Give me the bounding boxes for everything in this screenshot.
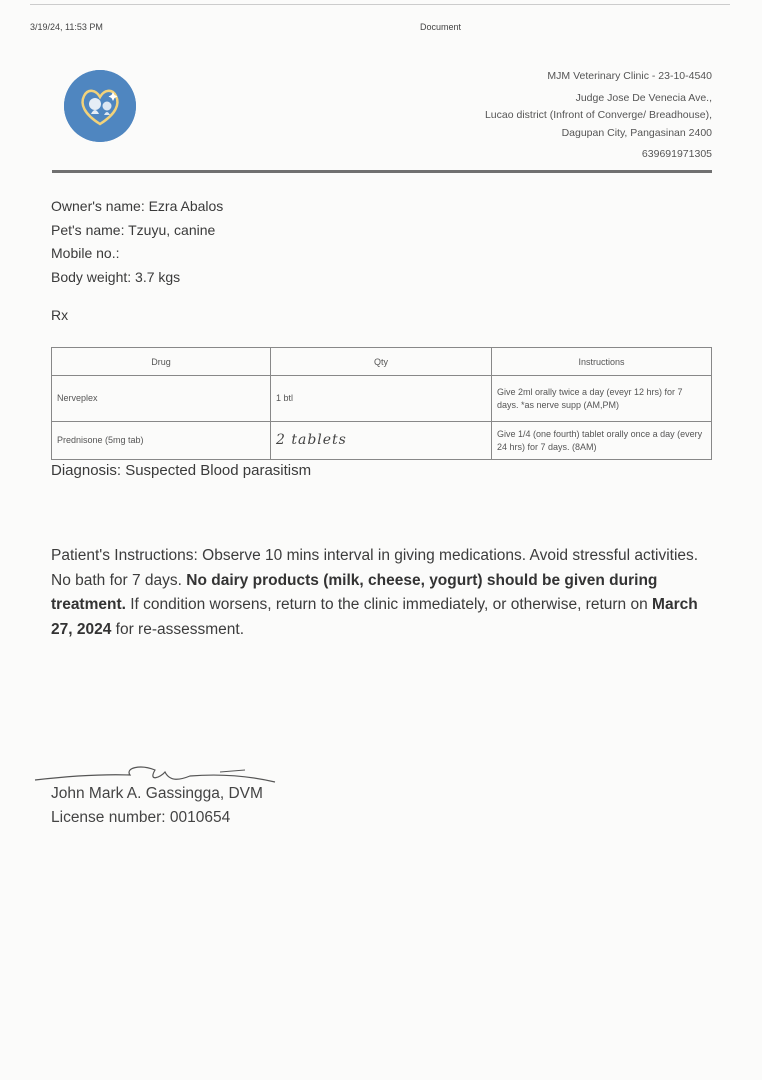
body-weight: Body weight: 3.7 kgs: [51, 268, 181, 285]
clinic-address-line-2: Lucao district (Infront of Converge/ Breadhouse),: [484, 109, 712, 121]
header-qty: Qty: [271, 348, 492, 376]
header-divider: [52, 170, 712, 173]
clinic-name: MJM Veterinary Clinic - 23-10-4540: [547, 70, 712, 82]
qty-cell: [271, 422, 492, 460]
clinic-address-line-1: Judge Jose De Venecia Ave.,: [575, 91, 712, 104]
header-instructions: Instructions: [492, 348, 712, 376]
instructions-text-3: for re-assessment.: [111, 620, 244, 638]
patient-info: [51, 195, 223, 289]
print-datetime: 3/19/24, 11:53 PM: [30, 22, 103, 32]
clinic-info: [485, 68, 712, 164]
table-row: [52, 422, 712, 460]
drug-cell: Nerveplex: [52, 376, 271, 422]
mobile-no: Mobile no.:: [51, 245, 120, 261]
prescription-table: [51, 347, 712, 460]
instructions-bold-date: March 27, 2024: [51, 596, 698, 638]
instructions-bold-dairy: No dairy products (milk, cheese, yogurt) should be given during treatment.: [51, 571, 658, 613]
instructions-cell: Give 2ml orally twice a day (eveyr 12 hrs) for 7 days. *as nerve supp (AM,PM): [492, 376, 712, 422]
print-title: Document: [420, 22, 462, 32]
license-number: License number: 0010654: [51, 809, 231, 826]
patient-instructions: [51, 544, 721, 642]
signer-block: [51, 782, 263, 830]
header-drug: Drug: [52, 348, 271, 376]
rx-label: Rx: [51, 307, 69, 323]
signer-name: John Mark A. Gassingga, DVM: [51, 785, 263, 802]
clinic-address-line-3: Dagupan City, Pangasinan 2400: [561, 126, 712, 139]
owner-name: Owner's name: Ezra Abalos: [51, 198, 224, 214]
qty-cell: 1 btl: [271, 376, 492, 422]
handwritten-qty: 2 tablets: [276, 431, 347, 448]
table-header-row: [52, 348, 712, 376]
instructions-text-1: Patient's Instructions: Observe 10 mins interval in giving medications. Avoid stressful activities. No bath for 7 days.: [51, 547, 699, 589]
instructions-cell: Give 1/4 (one fourth) tablet orally once a day (every 24 hrs) for 7 days. (8AM): [492, 422, 712, 460]
table-row: [52, 376, 712, 422]
clinic-phone: 639691971305: [641, 148, 712, 160]
instructions-text-2: If condition worsens, return to the clinic immediately, or otherwise, return on: [125, 596, 653, 613]
diagnosis: Diagnosis: Suspected Blood parasitism: [51, 462, 312, 479]
pet-name: Pet's name: Tzuyu, canine: [51, 221, 216, 238]
top-rule: [30, 4, 730, 5]
clinic-logo-icon: [64, 70, 136, 142]
drug-cell: Prednisone (5mg tab): [52, 422, 271, 460]
